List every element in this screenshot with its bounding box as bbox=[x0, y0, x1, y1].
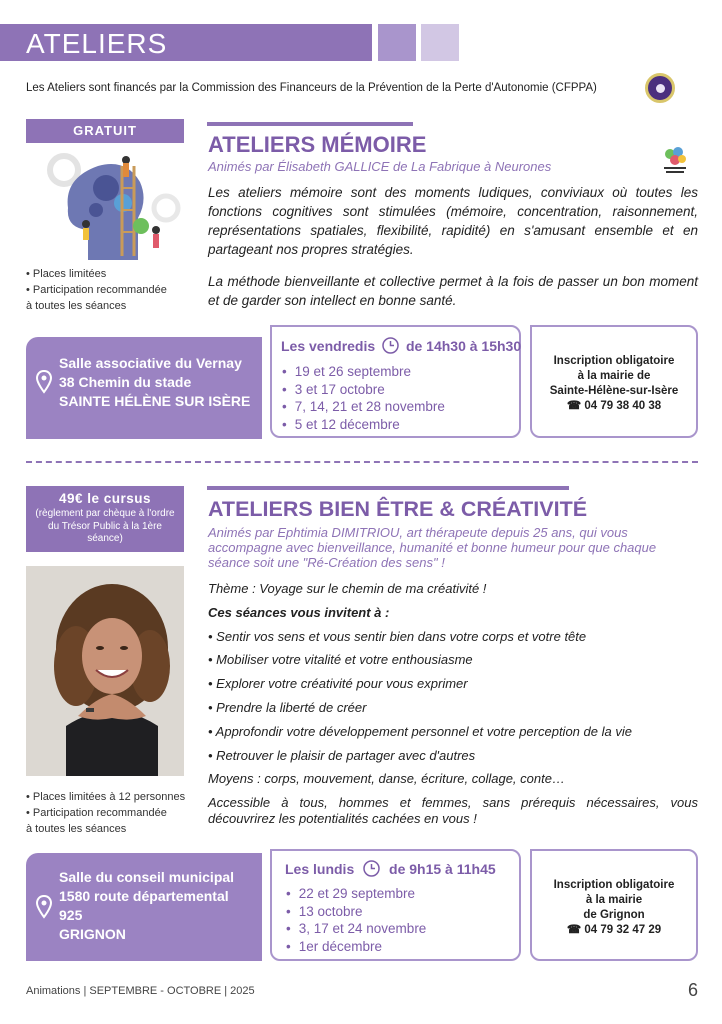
location-box bbox=[26, 337, 262, 439]
note-line: • Places limitées bbox=[26, 268, 107, 280]
price-note: (règlement par chèque à l'ordre du Trésor Public à la 1ère séance) bbox=[35, 508, 175, 544]
schedule-heading bbox=[285, 860, 496, 877]
location-text bbox=[59, 354, 250, 411]
bullet-item: • Approfondir votre développement personnel et votre perception de la vie bbox=[208, 723, 632, 739]
intro-text: Les Ateliers sont financés par la Commission des Financeurs de la Prévention de la Perte d'Autonomie (CFPPA) bbox=[26, 82, 597, 94]
free-badge: GRATUIT bbox=[26, 119, 184, 143]
date-item: • 13 octobre bbox=[286, 903, 426, 921]
location-line: SAINTE HÉLÈNE SUR ISÈRE bbox=[59, 393, 251, 409]
inscription-line: à la mairie de bbox=[577, 370, 651, 382]
bullet-item: • Sentir vos sens et vous sentir bien dans votre corps et votre tête bbox=[208, 628, 587, 644]
memoire-notes bbox=[26, 266, 167, 314]
access-line: Accessible à tous, hommes et femmes, sans prérequis nécessaires, vous découvrirez les potentialités cachées en vous ! bbox=[208, 795, 698, 827]
location-line: 925 bbox=[59, 907, 83, 923]
memoire-paragraph: Les ateliers mémoire sont des moments ludiques, conviviaux où toutes les fonctions cognitives sont stimulées (mémoire, concentration, raisonnement, représentations spatiales, flexibilité, rapidité) en s'amusant ensemble et en partageant nos propres stratégies. bbox=[208, 185, 698, 257]
bullet-item: • Prendre la liberté de créer bbox=[208, 699, 367, 715]
header-square bbox=[378, 24, 416, 61]
inscription-line: Inscription obligatoire bbox=[553, 355, 675, 367]
memoire-paragraph: La méthode bienveillante et collective permet à la fois de passer un bon moment et de garder son intellect en bonne santé. bbox=[208, 274, 698, 308]
location-line: Salle associative du Vernay bbox=[59, 355, 242, 371]
inscription-box bbox=[530, 849, 698, 961]
section-divider bbox=[26, 461, 698, 463]
phone-line bbox=[532, 923, 696, 938]
phone-line bbox=[532, 399, 696, 414]
date-item: • 7, 14, 21 et 28 novembre bbox=[282, 398, 445, 416]
date-item: • 3 et 17 octobre bbox=[282, 381, 445, 399]
map-pin-icon bbox=[36, 895, 52, 919]
inscription-box bbox=[530, 325, 698, 438]
page-title: ATELIERS bbox=[26, 28, 168, 59]
inscription-line: de Grignon bbox=[583, 909, 645, 921]
phone-number: 04 79 32 47 29 bbox=[584, 924, 662, 936]
date-item: • 22 et 29 septembre bbox=[286, 885, 426, 903]
map-pin-icon bbox=[36, 370, 52, 394]
inscription-line: Sainte-Hélène-sur-Isère bbox=[549, 385, 679, 397]
clock-icon bbox=[382, 337, 399, 354]
animator-photo bbox=[26, 566, 184, 776]
title-bar bbox=[207, 122, 413, 126]
dates-list bbox=[286, 885, 426, 955]
phone-icon: ☎ bbox=[566, 400, 582, 412]
dates-list bbox=[282, 363, 445, 433]
cfppa-logo bbox=[645, 73, 675, 103]
fabrique-neurones-logo bbox=[662, 146, 688, 176]
bienetre-body bbox=[208, 577, 698, 827]
note-line: à toutes les séances bbox=[26, 823, 127, 835]
note-line: • Participation recommandée bbox=[26, 284, 167, 296]
phone-number: 04 79 38 40 38 bbox=[584, 400, 662, 412]
price-badge bbox=[26, 486, 184, 552]
note-line: • Places limitées à 12 personnes bbox=[26, 791, 186, 803]
date-item: • 19 et 26 septembre bbox=[282, 363, 445, 381]
memoire-subtitle: Animés par Élisabeth GALLICE de La Fabrique à Neurones bbox=[208, 159, 552, 174]
price-label: 49€ le cursus bbox=[58, 491, 152, 506]
date-item: • 1er décembre bbox=[286, 938, 426, 956]
location-line: 38 Chemin du stade bbox=[59, 374, 192, 390]
schedule-box bbox=[270, 849, 521, 961]
schedule-time: de 14h30 à 15h30 bbox=[405, 338, 522, 354]
phone-icon: ☎ bbox=[566, 924, 582, 936]
bienetre-subtitle: Animés par Ephtimia DIMITRIOU, art thérapeute depuis 25 ans, qui vous accompagne avec bienveillance, humanité et bonne humeur pour que chaque séance soit une "Ré-Création des sens" ! bbox=[208, 525, 657, 570]
location-line: GRIGNON bbox=[59, 926, 126, 942]
date-item: • 3, 17 et 24 novembre bbox=[286, 920, 426, 938]
bullet-item: • Retrouver le plaisir de partager avec d'autres bbox=[208, 747, 476, 763]
title-bar bbox=[207, 486, 569, 490]
theme-line: Thème : Voyage sur le chemin de ma créativité ! bbox=[208, 581, 487, 596]
location-line: Salle du conseil municipal bbox=[59, 869, 235, 885]
inscription-line: Inscription obligatoire bbox=[553, 879, 675, 891]
moyens-line: Moyens : corps, mouvement, danse, écriture, collage, conte… bbox=[208, 771, 565, 787]
note-line: • Participation recommandée bbox=[26, 807, 167, 819]
schedule-day: Les vendredis bbox=[281, 338, 376, 354]
header-square-light bbox=[421, 24, 459, 61]
invite-line: Ces séances vous invitent à : bbox=[208, 604, 390, 620]
schedule-heading bbox=[281, 337, 521, 354]
schedule-time: de 9h15 à 11h45 bbox=[389, 861, 496, 877]
schedule-box bbox=[270, 325, 521, 438]
inscription-line: à la mairie bbox=[585, 894, 643, 906]
schedule-day: Les lundis bbox=[285, 861, 355, 877]
bienetre-title: ATELIERS BIEN ÊTRE & CRÉATIVITÉ bbox=[208, 497, 588, 521]
clock-icon bbox=[363, 860, 380, 877]
brain-illustration bbox=[26, 148, 184, 263]
page-number: 6 bbox=[688, 980, 699, 1000]
bullet-item: • Explorer votre créativité pour vous exprimer bbox=[208, 676, 468, 692]
date-item: • 5 et 12 décembre bbox=[282, 416, 445, 434]
memoire-title: ATELIERS MÉMOIRE bbox=[208, 132, 427, 157]
bullet-item: • Mobiliser votre vitalité et votre enthousiasme bbox=[208, 652, 473, 668]
location-line: 1580 route départemental bbox=[59, 888, 229, 904]
bienetre-notes bbox=[26, 789, 185, 837]
footer-text: Animations | SEPTEMBRE - OCTOBRE | 2025 bbox=[26, 985, 255, 997]
note-line: à toutes les séances bbox=[26, 300, 127, 312]
location-text bbox=[59, 868, 234, 944]
location-box bbox=[26, 853, 262, 961]
